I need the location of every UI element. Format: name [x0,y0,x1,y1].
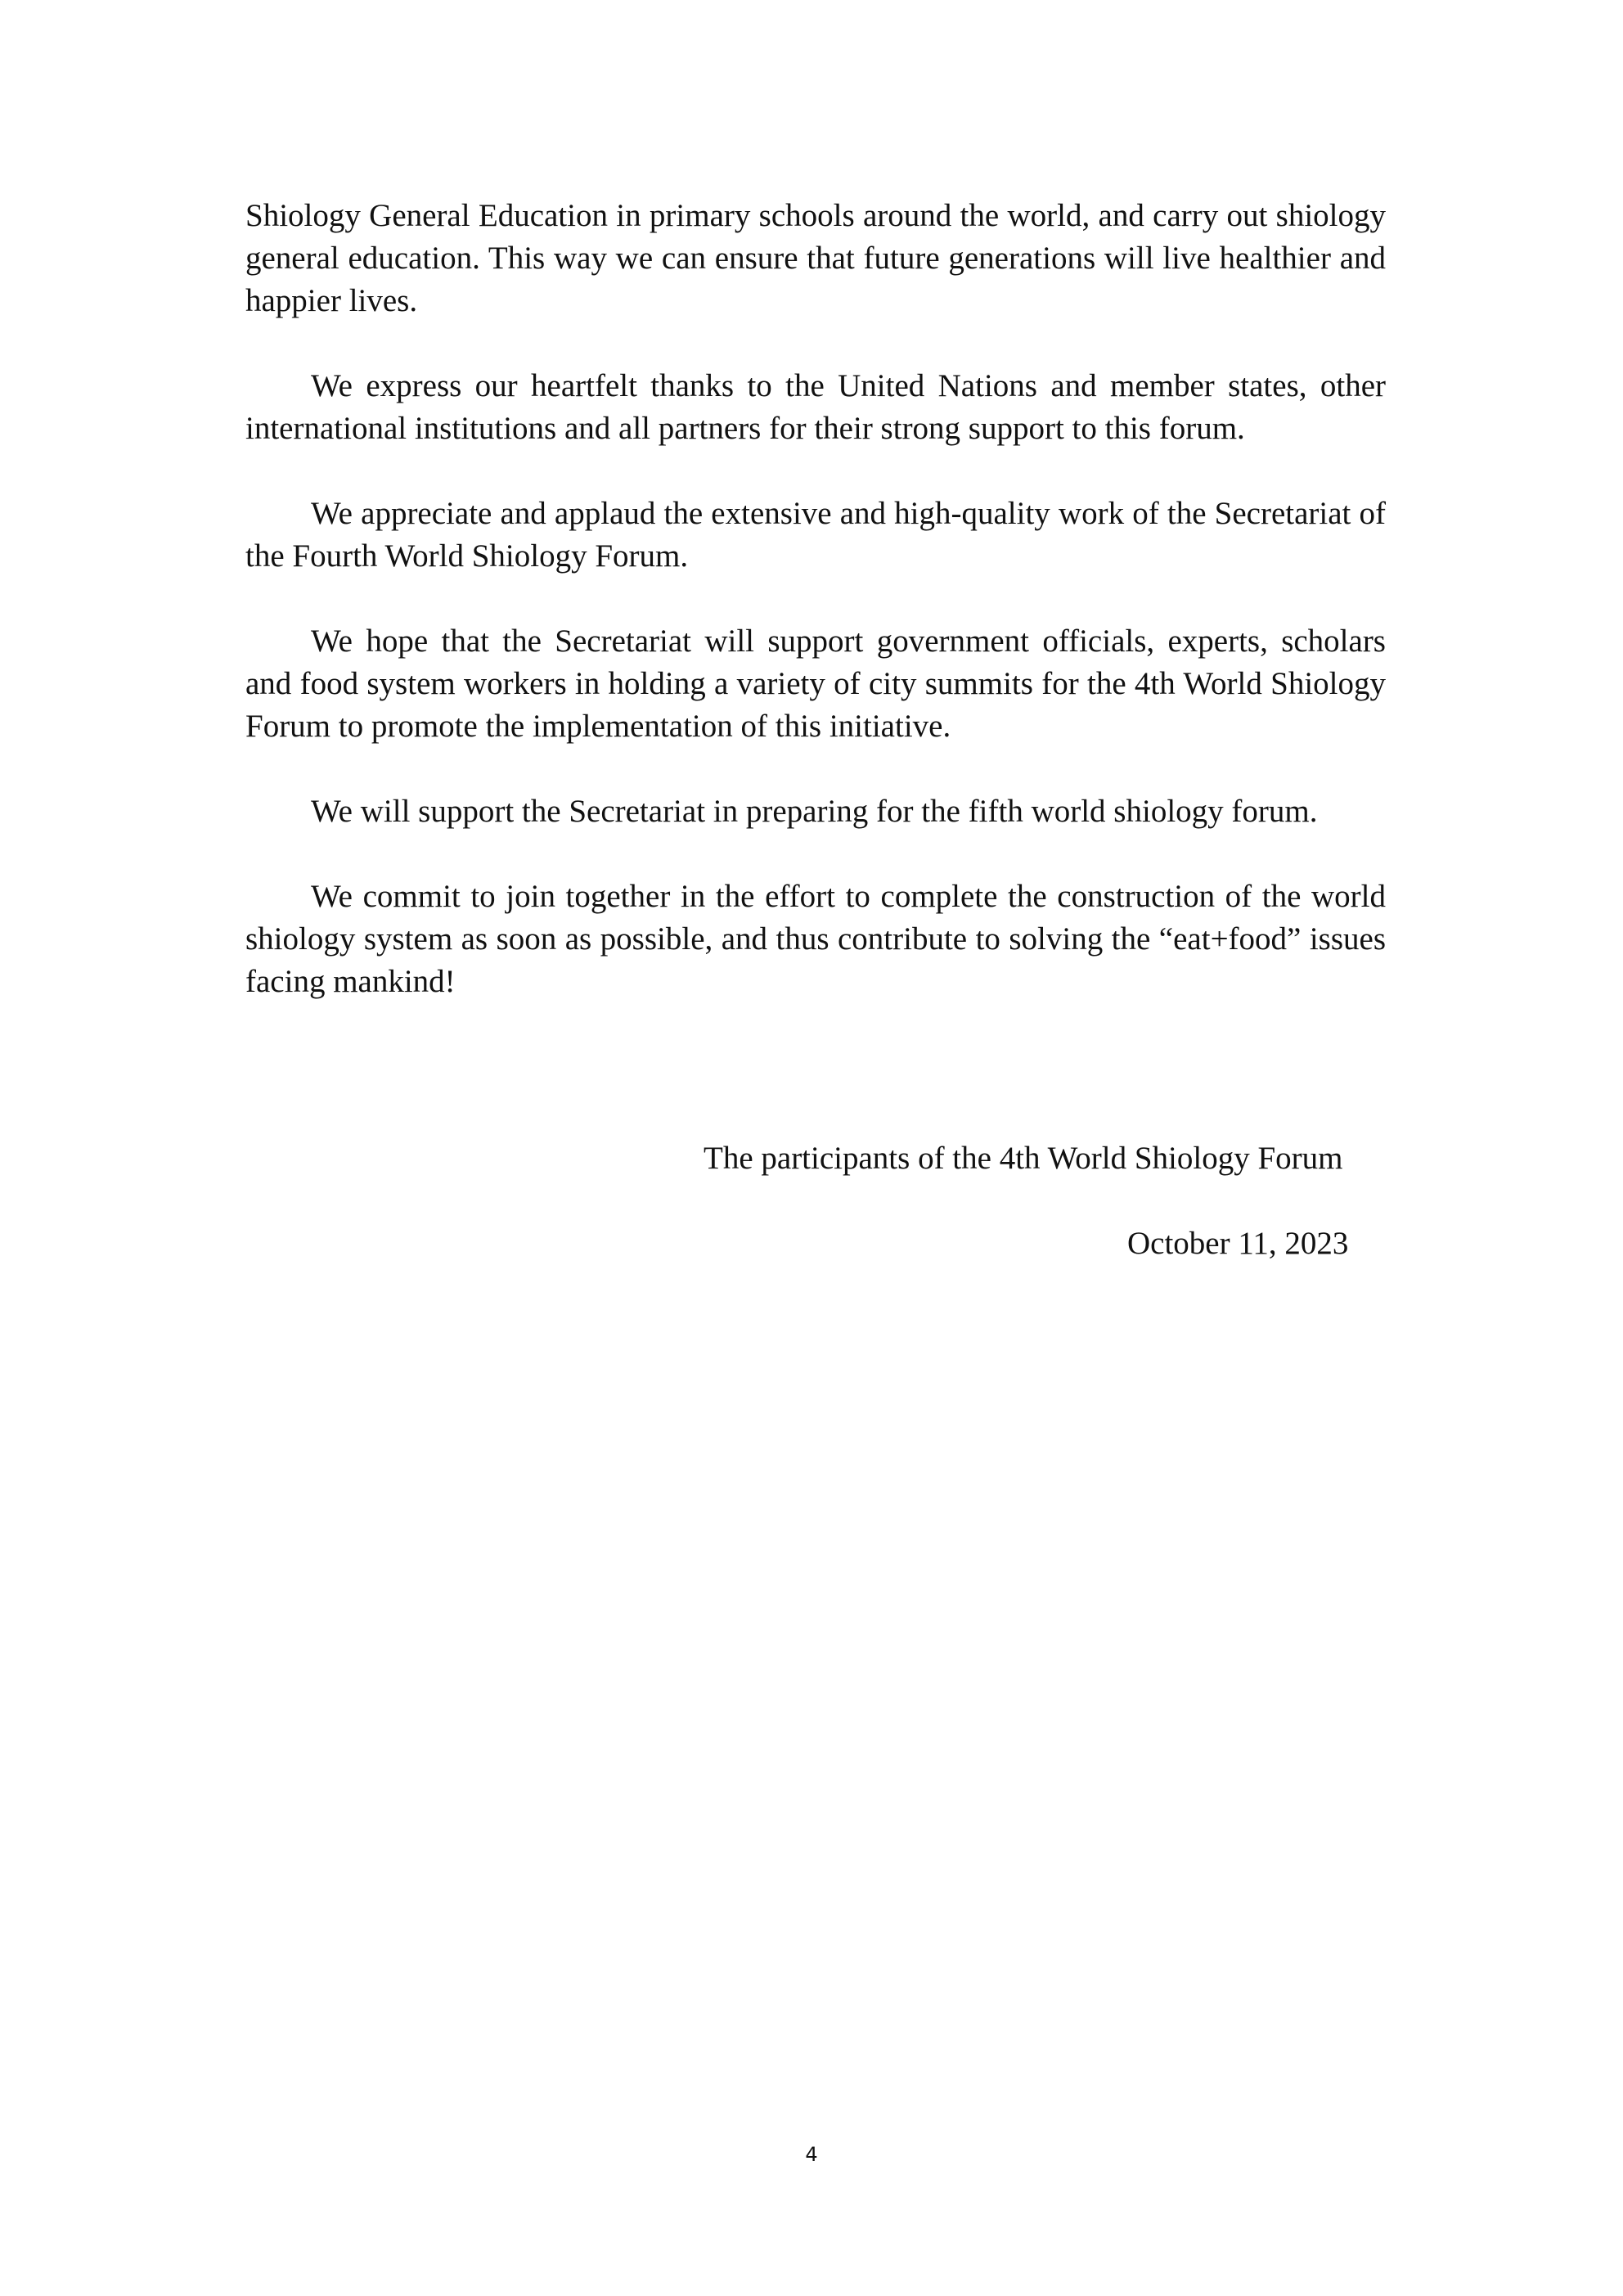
signature-participants: The participants of the 4th World Shiology Forum [704,1141,1343,1176]
paragraph-fifth-forum: We will support the Secretariat in preparing for the fifth world shiology forum. [311,794,1318,829]
page-number: 4 [805,2143,818,2166]
paragraph-city-summits: We hope that the Secretariat will support government officials, experts, scholars and food system workers in holding a variety of city summits for the 4th World Shiology Forum to promote the implementation of this initiative. [245,624,1386,744]
paragraph-thanks: We express our heartfelt thanks to the United Nations and member states, other international institutions and all partners for their strong support to this forum. [245,368,1386,446]
paragraph-continuation: Shiology General Education in primary schools around the world, and carry out shiology general education. This way we can ensure that future generations will live healthier and happier lives. [245,198,1386,318]
paragraph-commitment: We commit to join together in the effort to complete the construction of the world shiology system as soon as possible, and thus contribute to solving the “eat+food” issues facing mankind! [245,879,1386,999]
body-text [245,195,1386,1003]
signature-date: October 11, 2023 [1127,1226,1349,1261]
paragraph-appreciation: We appreciate and applaud the extensive and high-quality work of the Secretariat of the Fourth World Shiology Forum. [245,496,1386,574]
